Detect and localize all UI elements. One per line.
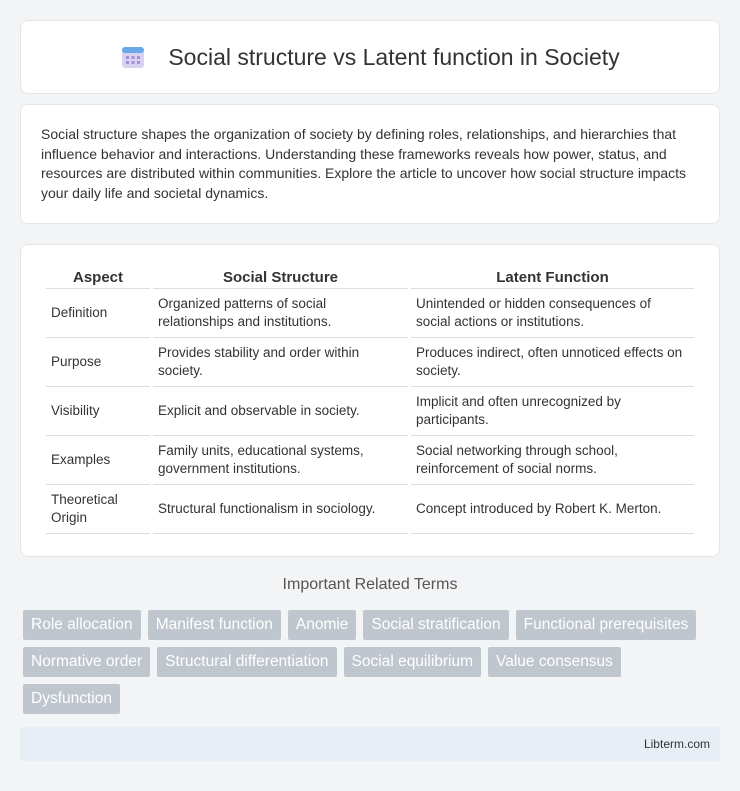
row-aspect: Visibility xyxy=(46,387,150,436)
row-latent-function: Unintended or hidden consequences of social actions or institutions. xyxy=(411,289,694,338)
term-tag[interactable]: Structural differentiation xyxy=(157,647,336,677)
table-row xyxy=(46,436,694,485)
row-latent-function: Produces indirect, often unnoticed effects on society. xyxy=(411,338,694,387)
term-tag[interactable]: Functional prerequisites xyxy=(516,610,697,640)
term-tag[interactable]: Dysfunction xyxy=(23,684,120,714)
comparison-table xyxy=(43,265,697,534)
row-social-structure: Explicit and observable in society. xyxy=(153,387,408,436)
intro-text: Social structure shapes the organization of society by defining roles, relationships, and hierarchies that influence behavior and interactions. Understanding these frameworks reveals how power, status, and resources are distributed within communities. Explore the article to uncover how social structure impacts your daily life and societal dynamics. xyxy=(41,126,687,201)
footer-site-link[interactable]: Libterm.com xyxy=(643,737,710,751)
header-latent-function: Latent Function xyxy=(411,265,694,289)
related-terms-list xyxy=(23,610,723,714)
table-header-row xyxy=(46,265,694,289)
calendar-icon xyxy=(120,44,146,70)
intro-card xyxy=(20,104,720,224)
page-title: Social structure vs Latent function in Society xyxy=(168,43,620,70)
row-aspect: Examples xyxy=(46,436,150,485)
term-tag[interactable]: Social equilibrium xyxy=(344,647,481,677)
term-tag[interactable]: Social stratification xyxy=(363,610,508,640)
row-aspect: Theoretical Origin xyxy=(46,485,150,534)
row-aspect: Purpose xyxy=(46,338,150,387)
term-tag[interactable]: Normative order xyxy=(23,647,150,677)
term-tag[interactable]: Value consensus xyxy=(488,647,621,677)
table-row xyxy=(46,338,694,387)
term-tag[interactable]: Manifest function xyxy=(148,610,281,640)
header-aspect: Aspect xyxy=(46,265,150,289)
title-card xyxy=(20,20,720,94)
row-latent-function: Implicit and often unrecognized by participants. xyxy=(411,387,694,436)
row-social-structure: Structural functionalism in sociology. xyxy=(153,485,408,534)
comparison-table-card xyxy=(20,244,720,557)
table-row xyxy=(46,485,694,534)
row-social-structure: Provides stability and order within society. xyxy=(153,338,408,387)
row-social-structure: Organized patterns of social relationships and institutions. xyxy=(153,289,408,338)
footer xyxy=(20,727,720,761)
related-terms-title: Important Related Terms xyxy=(282,576,458,593)
table-row xyxy=(46,289,694,338)
table-row xyxy=(46,387,694,436)
header-social-structure: Social Structure xyxy=(153,265,408,289)
row-social-structure: Family units, educational systems, government institutions. xyxy=(153,436,408,485)
row-latent-function: Concept introduced by Robert K. Merton. xyxy=(411,485,694,534)
term-tag[interactable]: Anomie xyxy=(288,610,357,640)
row-latent-function: Social networking through school, reinforcement of social norms. xyxy=(411,436,694,485)
term-tag[interactable]: Role allocation xyxy=(23,610,141,640)
row-aspect: Definition xyxy=(46,289,150,338)
